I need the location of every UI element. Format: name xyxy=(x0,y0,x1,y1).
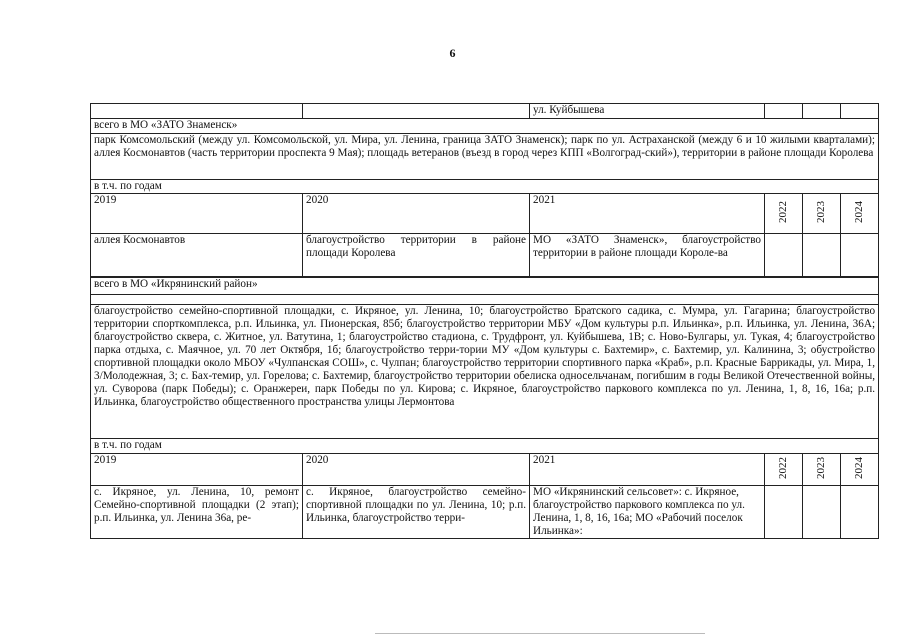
year-2023-header: 2023 xyxy=(815,200,827,223)
cell-2020: с. Икряное, благоустройство семейно-спортивной площадки по ул. Ленина, 10; р.п. Ильинка, благоустройство терри- xyxy=(303,486,530,539)
year-2020-header: 2020 xyxy=(303,454,530,486)
year-2019-header: 2019 xyxy=(91,454,303,486)
total-header: всего в МО «Икрянинский район» xyxy=(91,278,879,295)
description: парк Комсомольский (между ул. Комсомольской, ул. Мира, ул. Ленина, граница ЗАТО Знаменск); парк по ул. Астраханской (между 6 и 10 жилыми кварталами); аллея Космонавтов (часть территории проспекта 9 Мая); площадь ветеранов (въезд в город через КПП «Волгоград-ский»), территории в районе площади Королева xyxy=(91,134,879,180)
table-ikryaninsky xyxy=(90,277,879,539)
year-2022-header: 2022 xyxy=(777,456,789,479)
total-header: всего в МО «ЗАТО Знаменск» xyxy=(91,119,879,134)
cell-2020: благоустройство территории в районе площади Королева xyxy=(303,234,530,277)
year-2024-header: 2024 xyxy=(853,456,866,479)
scan-line xyxy=(375,633,705,634)
year-2019-header: 2019 xyxy=(91,194,303,234)
by-years-label: в т.ч. по годам xyxy=(91,439,879,454)
year-2020-header: 2020 xyxy=(303,194,530,234)
cell-2019: аллея Космонавтов xyxy=(91,234,303,277)
page-number: 6 xyxy=(449,46,456,60)
cell-2021: МО «Икрянинский сельсовет»: с. Икряное, благоустройство паркового комплекса по ул. Ленина, 1, 8, 16, 16а; МО «Рабочий поселок Ильинка»: xyxy=(530,486,765,539)
top-row-text: ул. Куйбышева xyxy=(530,104,765,119)
year-2021-header: 2021 xyxy=(530,454,765,486)
by-years-label: в т.ч. по годам xyxy=(91,180,879,194)
year-2021-header: 2021 xyxy=(530,194,765,234)
cell-2021: МО «ЗАТО Знаменск», благоустройство территории в районе площади Короле-ва xyxy=(530,234,765,277)
description: благоустройство семейно-спортивной площадки, с. Икряное, ул. Ленина, 10; благоустройство Братского садика, с. Мумра, ул. Гагарина; благоустройство территории спорткомплекса, р.п. Ильинка, ул. Пионерская, 85б; благоустройство территории МБУ «Дом культуры р.п. Ильинка», р.п. Ильинка, ул. Ленина, 36А; благоустройство сквера, с. Житное, ул. Ватутина, 1; благоустройство стадиона, с. Трудфронт, ул. Куйбышева, 1В; с. Ново-Булгары, ул. Тукая, 4; благоустройство парка отдыха, с. Маячное, ул. 70 лет Октября, 1б; благоустройство терри-тории МУ «Дом культуры с. Бахтемир», с. Бахтемир, ул. Калинина, 3; обустройство спортивной площадки около МБОУ «Чулпанская СОШ», с. Чулпан; благоустройство территории спортивного парка «Краб», р.п. Красные Баррикады, ул. Мира, 1, 3/Молодежная, 3; с. Бах-темир, ул. Горелова; с. Бахтемир, благоустройство территории обелиска односельчанам, погибшим в годы Великой Отечественной войны, ул. Суворова (парк Победы); с. Оранжереи, парк Победы по ул. Кирова; с. Икряное, благоустройство паркового комплекса по ул. Ленина, 1, 8, 16, 16а; р.п. Ильинка, благоустройство общественного пространства улицы Лермонтова xyxy=(91,305,879,439)
cell-2019: с. Икряное, ул. Ленина, 10, ремонт Семейно-спортивной площадки (2 этап); р.п. Ильинка, ул. Ленина 36а, ре- xyxy=(91,486,303,539)
year-2023-header: 2023 xyxy=(815,456,827,479)
year-2022-header: 2022 xyxy=(777,200,789,223)
table-zato-znamensk xyxy=(90,103,879,277)
year-2024-header: 2024 xyxy=(853,200,865,223)
